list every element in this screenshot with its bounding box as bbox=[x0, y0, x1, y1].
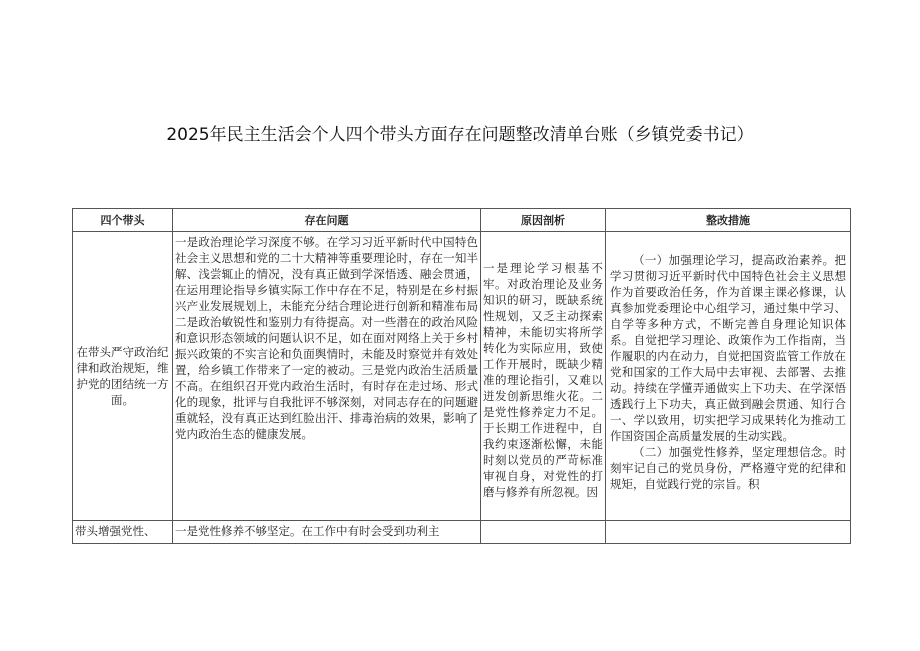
measures-block bbox=[606, 232, 850, 518]
table-row bbox=[73, 521, 851, 544]
document-title: 2025年民主生活会个人四个带头方面存在问题整改清单台账（乡镇党委书记） bbox=[166, 125, 754, 145]
problem-text: 一是政治理论学习深度不够。在学习习近平新时代中国特色社会主义思想和党的二十大精神等重要理论时，存在一知半解、浅尝辄止的情况，没有真正做到学深悟透、融会贯通，在运用理论指导乡镇实际工作中存在不足，特别是在乡村振兴产业发展规划上，未能充分结合理论进行创新和精准布局二是政治敏锐性和鉴别力有待提高。对一些潜在的政治风险和意识形态领域的问题认识不足，如在面对网络上关于乡村振兴政策的不实言论和负面舆情时，未能及时察觉并有效处置，给乡镇工作带来了一定的被动。三是党内政治生活质量不高。在组织召开党内政治生活时，有时存在走过场、形式化的现象，批评与自我批评不够深刻，对同志存在的问题避重就轻，没有真正达到红脸出汗、排毒治病的效果，影响了党内政治生态的健康发展。 bbox=[175, 235, 478, 441]
category-cell bbox=[73, 521, 173, 544]
measure-item: （一）加强理论学习，提高政治素养。把学习贯彻习近平新时代中国特色社会主义思想作为首要政治任务，作为首课主课必修课，认真参加党委理论中心组学习，通过集中学习、自学等多种方式，不断完善自身理论知识体系。自觉把学习理论、政策作为工作指南，当作履职的内在动力，自觉把国资监管工作放在党和国家的工作大局中去审视、去部署、去推动。持续在学懂弄通做实上下功夫、在学深悟透践行上下功夫，真正做到融会贯通、知行合一、学以致用，切实把学习成果转化为推动工作国资国企高质量发展的生动实践。 bbox=[610, 253, 846, 443]
problem-cell bbox=[173, 232, 481, 521]
measures-cell bbox=[606, 521, 851, 544]
header-four-leads: 四个带头 bbox=[73, 209, 173, 232]
cause-cell bbox=[481, 232, 606, 521]
measure-item: （二）加强党性修养，坚定理想信念。时刻牢记自己的党员身份，严格遵守党的纪律和规矩，自觉践行党的宗旨。积 bbox=[610, 445, 846, 491]
category-text: 带头增强党性、 bbox=[75, 524, 156, 538]
problem-text: 一是党性修养不够坚定。在工作中有时会受到功利主 bbox=[175, 524, 440, 538]
table-row bbox=[73, 232, 851, 521]
category-cell bbox=[73, 232, 173, 521]
header-problems: 存在问题 bbox=[173, 209, 481, 232]
category-text: 在带头严守政治纪律和政治规矩，维护党的团结统一方面。 bbox=[76, 345, 169, 407]
cause-text: 一是理论学习根基不牢。对政治理论及业务知识的研习，既缺系统性规划，又乏主动探索精神，未能切实将所学转化为实际应用，致使工作开展时，既缺少精准的理论指引，又难以迸发创新思维火花。二是党性修养定力不足。于长期工作进程中，自我约束逐渐松懈，未能时刻以党员的严苛标准审视自身，对党性的打磨与修养有所忽视。因 bbox=[483, 261, 603, 499]
header-causes: 原因剖析 bbox=[481, 209, 606, 232]
rectification-table bbox=[72, 208, 851, 544]
table-header-row bbox=[73, 209, 851, 232]
cause-cell bbox=[481, 521, 606, 544]
problem-cell bbox=[173, 521, 481, 544]
measures-cell bbox=[606, 232, 851, 521]
header-measures: 整改措施 bbox=[606, 209, 851, 232]
